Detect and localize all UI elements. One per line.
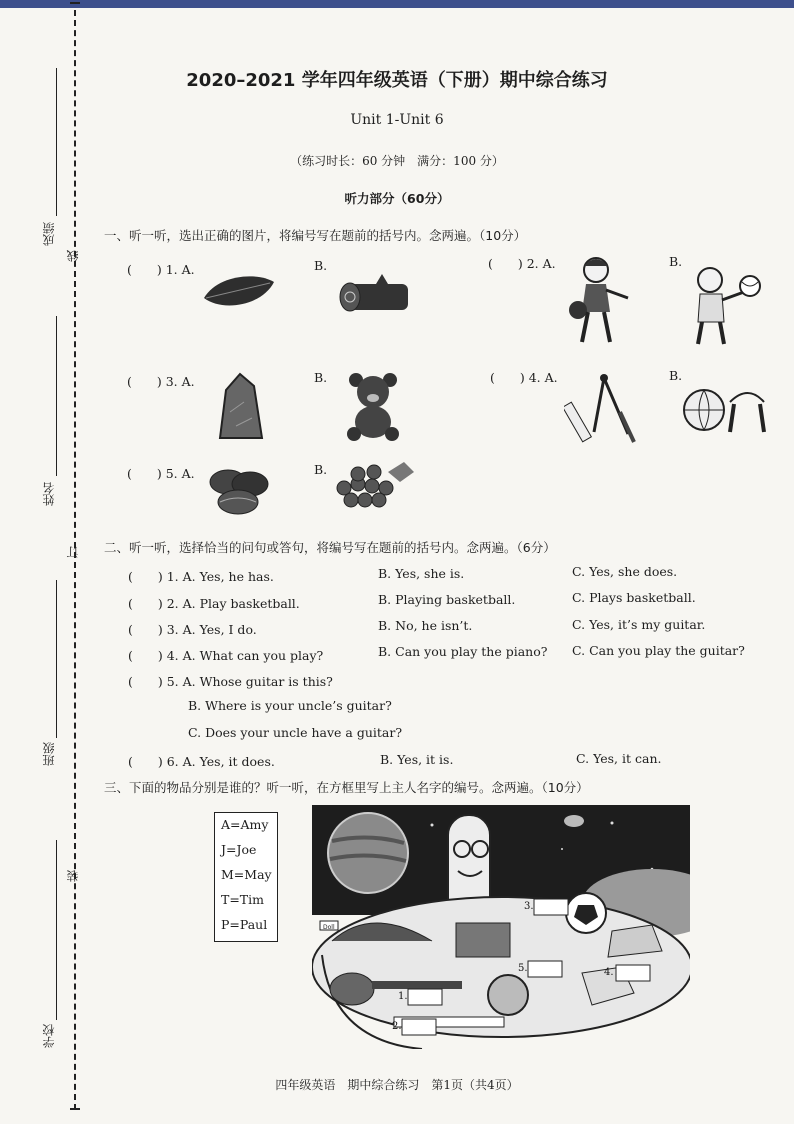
grapes-picture <box>334 458 418 520</box>
answer-box-5[interactable] <box>528 961 562 977</box>
s2-q5-option-c: C. Does your uncle have a guitar? <box>188 725 403 740</box>
s2-q2-option-b: B. Playing basketball. <box>378 592 516 607</box>
s2-q1-option-a[interactable]: ( ) 1. A. Yes, he has. <box>128 569 274 584</box>
watermelons-picture <box>206 466 270 520</box>
name-legend <box>214 812 278 942</box>
s2-q4-option-a[interactable]: ( ) 4. A. What can you play? <box>128 648 324 663</box>
s2-q6-option-a[interactable]: ( ) 6. A. Yes, it does. <box>128 754 275 769</box>
school-blank <box>56 840 57 1020</box>
box-label-3: 3. <box>524 901 534 912</box>
q4-b-label: B. <box>669 368 683 383</box>
q3-b-label: B. <box>314 370 328 385</box>
girl-basketball-picture <box>556 252 636 354</box>
score-label: 成绩 <box>42 222 56 246</box>
name-label: 姓名 <box>42 482 56 506</box>
exam-info: （练习时长：60 分钟 满分：100 分） <box>290 154 504 168</box>
binding-line <box>74 10 76 1110</box>
fold-label-line: 线 <box>66 250 80 262</box>
fold-mark-bottom <box>70 1108 80 1110</box>
answer-box-2[interactable] <box>402 1019 436 1035</box>
name-blank <box>56 316 57 476</box>
legend-tim: T=Tim <box>221 892 264 907</box>
section2-heading: 二、听一听，选择恰当的问句或答句，将编号写在题前的括号内。念两遍。（6分） <box>104 540 556 555</box>
fold-label-order: 订 <box>66 546 80 558</box>
s2-q4-option-b: B. Can you play the piano? <box>378 644 548 659</box>
class-blank <box>56 580 57 738</box>
legend-amy: A=Amy <box>221 817 269 832</box>
s2-q5-option-b: B. Where is your uncle’s guitar? <box>188 698 392 713</box>
q2-a-label[interactable]: ( ) 2. A. <box>488 256 556 271</box>
section1-heading: 一、听一听，选出正确的图片，将编号写在题前的括号内。念两遍。（10分） <box>104 228 527 243</box>
legend-joe: J=Joe <box>221 842 257 857</box>
box-label-2: 2. <box>392 1021 402 1032</box>
answer-box-4[interactable] <box>616 965 650 981</box>
s2-q5-option-a[interactable]: ( ) 5. A. Whose guitar is this? <box>128 674 333 689</box>
leaf-picture <box>200 272 276 316</box>
s2-q4-option-c: C. Can you play the guitar? <box>572 643 745 658</box>
s2-q2-option-a[interactable]: ( ) 2. A. Play basketball. <box>128 596 300 611</box>
ruler-compasses-picture <box>564 372 642 448</box>
s2-q6-option-b: B. Yes, it is. <box>380 752 454 767</box>
s2-q2-option-c: C. Plays basketball. <box>572 590 696 605</box>
class-label: 班级 <box>42 742 56 766</box>
box-label-4: 4. <box>604 967 614 978</box>
fold-mark-top <box>70 2 80 4</box>
s2-q3-option-c: C. Yes, it’s my guitar. <box>572 617 706 632</box>
teddy-bear-picture <box>344 370 404 446</box>
legend-paul: P=Paul <box>221 917 268 932</box>
space-scene-picture <box>312 805 690 1053</box>
rock-picture <box>214 372 266 444</box>
fold-label-bind: 装 <box>66 870 80 882</box>
boy-volleyball-picture <box>680 262 764 352</box>
log-picture <box>336 272 412 324</box>
listening-part-title: 听力部分（60分） <box>344 191 450 206</box>
school-label: 学校 <box>42 1024 56 1048</box>
q5-b-label: B. <box>314 462 328 477</box>
section3-heading: 三、下面的物品分别是谁的？听一听，在方框里写上主人名字的编号。念两遍。（10分） <box>104 780 589 795</box>
basketball-jumprope-picture <box>680 384 768 442</box>
q1-a-label[interactable]: ( ) 1. A. <box>127 262 195 277</box>
scan-top-band <box>0 0 794 8</box>
q3-a-label[interactable]: ( ) 3. A. <box>127 374 195 389</box>
page-footer: 四年级英语 期中综合练习 第1页（共4页） <box>275 1078 519 1092</box>
answer-box-3[interactable] <box>534 899 568 915</box>
box-label-5: 5. <box>518 963 528 974</box>
box-label-1: 1. <box>398 991 408 1002</box>
doll-tag: Doll <box>323 924 335 931</box>
legend-may: M=May <box>221 867 272 882</box>
s2-q6-option-c: C. Yes, it can. <box>576 751 662 766</box>
q5-a-label[interactable]: ( ) 5. A. <box>127 466 195 481</box>
s2-q1-option-c: C. Yes, she does. <box>572 564 678 579</box>
s2-q1-option-b: B. Yes, she is. <box>378 566 465 581</box>
exam-title: 2020–2021 学年四年级英语（下册）期中综合练习 <box>186 70 608 91</box>
q1-b-label: B. <box>314 258 328 273</box>
q2-b-label: B. <box>669 254 683 269</box>
s2-q3-option-a[interactable]: ( ) 3. A. Yes, I do. <box>128 622 257 637</box>
q4-a-label[interactable]: ( ) 4. A. <box>490 370 558 385</box>
answer-box-1[interactable] <box>408 989 442 1005</box>
unit-range: Unit 1-Unit 6 <box>350 112 444 128</box>
s2-q3-option-b: B. No, he isn’t. <box>378 618 473 633</box>
